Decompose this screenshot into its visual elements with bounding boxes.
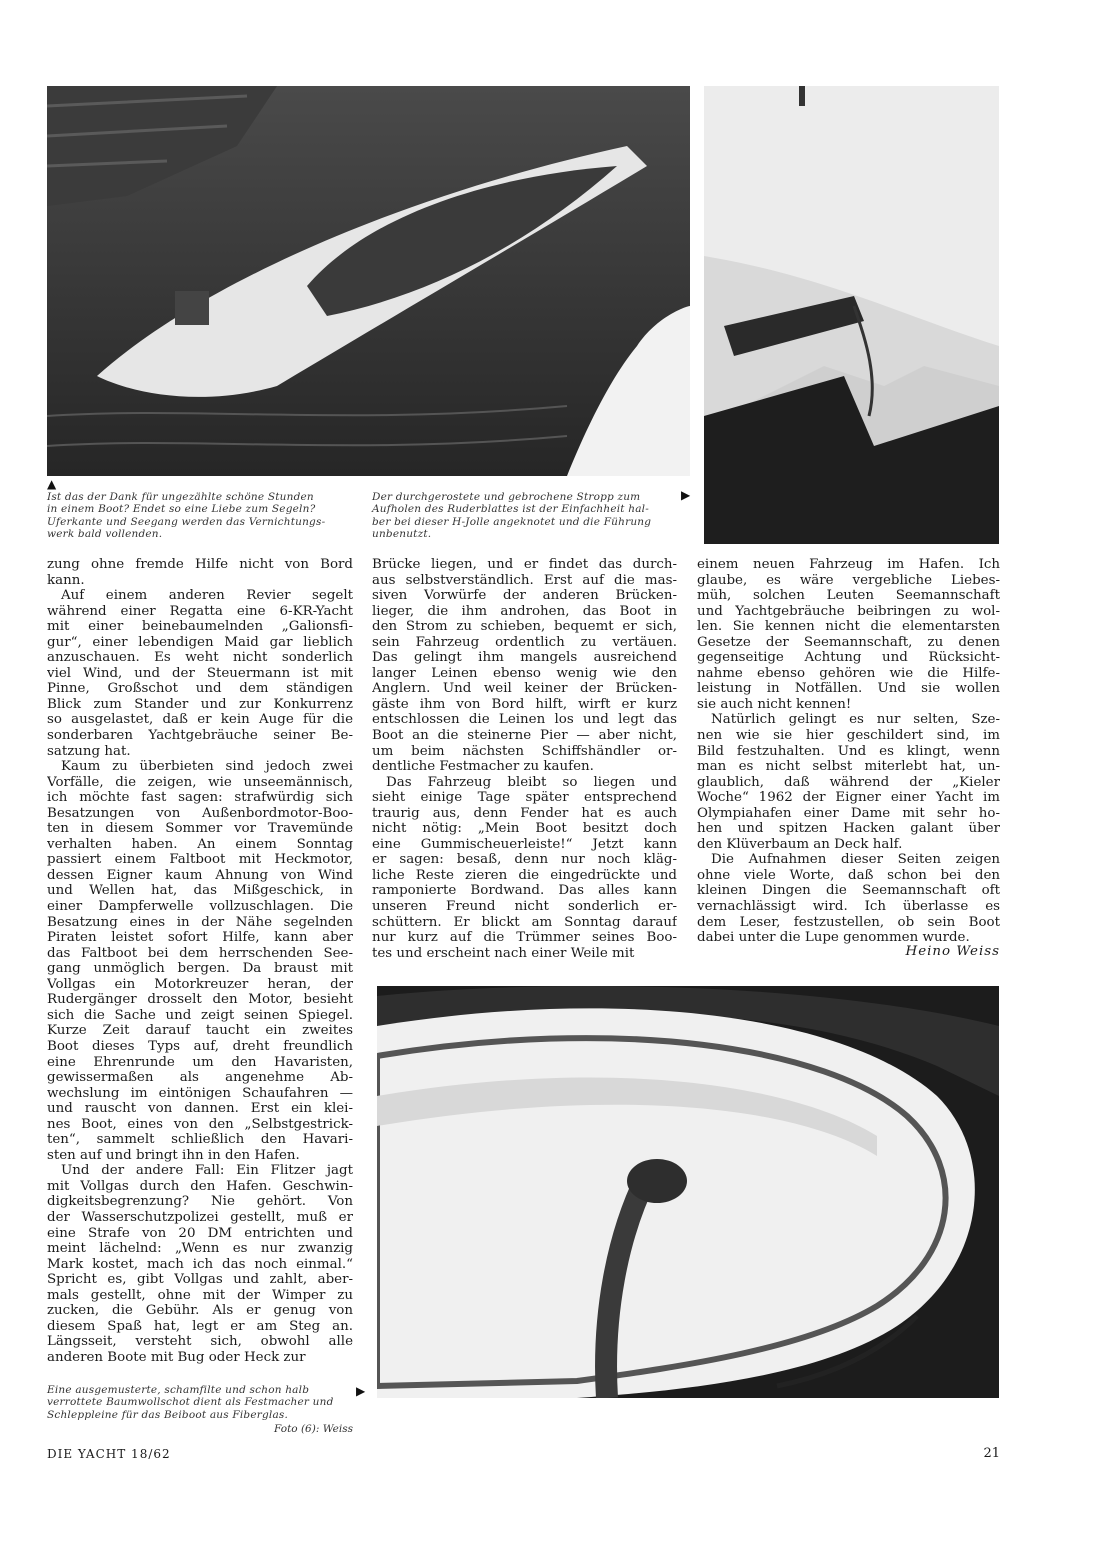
text-line: sonderbaren Yachtgebräuche seiner Be- (47, 728, 353, 744)
text-line: siven Vorwürfe der anderen Brücken- (372, 588, 677, 604)
text-line: Rudergänger drosselt den Motor, besieht (47, 992, 353, 1008)
text-line: Besatzung eines in der Nähe segelnden (47, 914, 353, 930)
text-line: Vorfälle, die zeigen, wie unseemännisch, (47, 774, 353, 790)
caption-line: verrottete Baumwollschot dient als Festmacher und (47, 1396, 334, 1409)
text-line: Besatzungen von Außenbordmotor-Boo- (47, 805, 353, 821)
text-line: dessen Eigner kaum Ahnung von Wind (47, 867, 353, 883)
text-line: langer Leinen ebenso wenig wie den (372, 665, 677, 681)
text-line: kleinen Dingen die Seemannschaft oft (697, 883, 1000, 899)
text-line: Spricht es, gibt Vollgas und zahlt, aber- (47, 1272, 353, 1288)
photo-rudder-strop (704, 86, 999, 544)
caption-line: Eine ausgemusterte, schamfilte und schon halb (47, 1384, 310, 1396)
text-line: traurig aus, denn Fender hat es auch (372, 805, 677, 821)
text-line: lieger, die ihm androhen, das Boot in (372, 603, 677, 619)
text-line: ramponierte Bordwand. Das alles kann (372, 883, 677, 899)
caption-arrow-up-icon: ▲ (47, 477, 57, 491)
text-line: Natürlich gelingt es nur selten, Sze- (711, 712, 1000, 728)
caption-line: ber bei dieser H-Jolle angeknotet und die Führung (372, 515, 652, 528)
text-line: Die Aufnahmen dieser Seiten zeigen (711, 852, 1000, 868)
text-line: mit einer beinebaumelnden „Galionsfi- (47, 619, 353, 635)
text-line: Gesetze der Seemannschaft, zu denen (697, 634, 1000, 650)
article-column-1 (47, 557, 353, 1365)
text-line: gewissermaßen als angenehme Ab- (47, 1070, 353, 1086)
text-line: nes Boot, eines von den „Selbstgestrick- (47, 1116, 353, 1132)
text-line: Auf einem anderen Revier segelt (61, 588, 353, 604)
magazine-issue: DIE YACHT 18/62 (47, 1447, 171, 1461)
text-line: zung ohne fremde Hilfe nicht von Bord (47, 557, 353, 572)
text-line: Kaum zu überbieten sind jedoch zwei (61, 759, 353, 775)
text-line: mals gestellt, ohne mit der Wimper zu (47, 1287, 353, 1303)
text-line: kann. (47, 572, 85, 588)
text-line: zucken, die Gebühr. Als er genug von (47, 1303, 353, 1319)
text-line: so ausgelastet, daß er kein Auge für die (47, 712, 353, 728)
text-line: gang unmöglich bergen. Da braust mit (47, 961, 353, 977)
text-line: sieht einige Tage später entsprechend (372, 790, 677, 806)
text-line: Längsseit, versteht sich, obwohl alle (47, 1334, 353, 1350)
text-line: liche Reste zieren die eingedrückte und (372, 867, 677, 883)
caption-line: werk bald vollenden. (47, 528, 163, 541)
text-line: passiert einem Faltboot mit Heckmotor, (47, 852, 353, 868)
caption-line: Ist das der Dank für ungezählte schöne Stunden (47, 491, 314, 503)
caption-arrow-right-icon: ▶ (681, 488, 691, 502)
text-line: hen und spitzen Hacken galant über (697, 821, 1000, 837)
text-line: dabei unter die Lupe genommen wurde. (697, 930, 970, 946)
text-line: nur kurz auf die Trümmer seines Boo- (372, 930, 677, 946)
text-line: meint lächelnd: „Wenn es nur zwanzig (47, 1241, 353, 1257)
text-line: glaublich, daß während der „Kieler (697, 774, 1000, 790)
text-line: er sagen: besaß, denn nur noch kläg- (372, 852, 677, 868)
text-line: aus selbstverständlich. Erst auf die mas- (372, 572, 677, 588)
text-line: Kurze Zeit darauf taucht ein zweites (47, 1023, 353, 1039)
text-line: Und der andere Fall: Ein Flitzer jagt (61, 1163, 353, 1179)
text-line: müh, solchen Leuten Seemannschaft (697, 588, 1000, 604)
text-line: den Klüverbaum an Deck half. (697, 836, 903, 852)
article-column-2 (372, 557, 677, 961)
photo-caption (47, 1384, 353, 1421)
text-line: viel Wind, und der Steuermann ist mit (47, 665, 353, 681)
text-line: vernachlässigt wird. Ich überlasse es (697, 899, 1000, 915)
text-line: Olympiahafen einer Dame mit sehr ho- (697, 805, 1000, 821)
caption-line: unbenutzt. (372, 528, 432, 541)
text-line: und rauscht von dannen. Erst ein klei- (47, 1101, 353, 1117)
text-line: sein Fahrzeug ordentlich zu vertäuen. (372, 634, 677, 650)
photo-fiberglass-tender-rope (377, 986, 999, 1398)
text-line: len. Sie kennen nicht die elementarsten (697, 619, 1000, 635)
text-line: ten in diesem Sommer vor Travemünde (47, 821, 353, 837)
photo-sunken-dinghy (47, 86, 690, 476)
text-line: ich möchte fast sagen: strafwürdig sich (47, 790, 353, 806)
text-line: sten auf und bringt ihn in den Hafen. (47, 1147, 300, 1163)
text-line: nahme ebenso gehören wie die Hilfe- (697, 665, 1000, 681)
text-line: digkeitsbegrenzung? Nie gehört. Von (47, 1194, 353, 1210)
text-line: eine Strafe von 20 DM entrichten und (47, 1225, 353, 1241)
text-line: Mark kostet, mach ich das noch einmal.“ (47, 1256, 353, 1272)
text-line: Anglern. Und weil keiner der Brücken- (372, 681, 677, 697)
text-line: Boot an die steinerne Pier — aber nicht, (372, 728, 677, 744)
photo-credit: Foto (6): Weiss (274, 1423, 353, 1435)
text-line: leistung in Notfällen. Und sie wollen (697, 681, 1000, 697)
caption-line: Der durchgerostete und gebrochene Stropp zum (372, 491, 641, 503)
text-line: den Strom zu schieben, bequemt er sich, (372, 619, 677, 635)
caption-arrow-right-icon: ▶ (356, 1384, 366, 1398)
article-column-3 (697, 557, 1000, 946)
photo-caption (47, 491, 353, 541)
text-line: man es nicht selbst miterlebt hat, un- (697, 759, 1000, 775)
text-line: anderen Boote mit Bug oder Heck zur (47, 1349, 306, 1365)
text-line: glaube, es wäre vergebliche Liebes- (697, 572, 1000, 588)
text-line: ohne viele Worte, daß schon bei den (697, 867, 1000, 883)
text-line: Boot dieses Typs auf, dreht freundlich (47, 1038, 353, 1054)
caption-line: in einem Boot? Endet so eine Liebe zum Segeln? (47, 503, 316, 516)
text-line: Woche“ 1962 der Eigner einer Yacht im (697, 790, 1000, 806)
text-line: mit Vollgas durch den Hafen. Geschwin- (47, 1178, 353, 1194)
text-line: während einer Regatta eine 6-KR-Yacht (47, 603, 353, 619)
page-number: 21 (983, 1446, 1000, 1461)
text-line: Piraten leistet sofort Hilfe, kann aber (47, 930, 353, 946)
text-line: ten“, sammelt schließlich den Havari- (47, 1132, 353, 1148)
text-line: eine Gummischeuerleiste!“ Jetzt kann (372, 836, 677, 852)
text-line: einem neuen Fahrzeug im Hafen. Ich (697, 557, 1000, 572)
text-line: Das gelingt ihm mangels ausreichend (372, 650, 677, 666)
text-line: tes und erscheint nach einer Weile mit (372, 945, 635, 961)
text-line: der Wasserschutzpolizei gestellt, muß er (47, 1209, 353, 1225)
text-line: sich die Sache und zeigt seinen Spiegel. (47, 1007, 353, 1023)
text-line: sie auch nicht kennen! (697, 696, 852, 712)
photo-caption (372, 491, 677, 541)
text-line: schüttern. Er blickt am Sonntag darauf (372, 914, 677, 930)
text-line: anzuschauen. Es weht nicht sonderlich (47, 650, 353, 666)
text-line: gur“, einer lebendigen Maid gar lieblich (47, 634, 353, 650)
text-line: verhalten haben. An einem Sonntag (47, 836, 353, 852)
caption-line: Uferkante und Seegang werden das Vernichtungs- (47, 515, 326, 528)
text-line: Pinne, Großschot und dem ständigen (47, 681, 353, 697)
text-line: das Faltboot bei dem herrschenden See- (47, 945, 353, 961)
text-line: Brücke liegen, und er findet das durch- (372, 557, 677, 572)
text-line: Das Fahrzeug bleibt so liegen und (386, 774, 677, 790)
text-line: und Wellen hat, das Mißgeschick, in (47, 883, 353, 899)
text-line: um beim nächsten Schiffshändler or- (372, 743, 677, 759)
text-line: gäste ihm von Bord hilft, wirft er kurz (372, 696, 677, 712)
text-line: dem Leser, festzustellen, ob sein Boot (697, 914, 1000, 930)
text-line: nen wie sie hier geschildert sind, im (697, 728, 1000, 744)
text-line: entschlossen die Leinen los und legt das (372, 712, 677, 728)
text-line: unseren Freund nicht sonderlich er- (372, 899, 677, 915)
caption-line: Schleppleine für das Beiboot aus Fiberglas. (47, 1408, 289, 1421)
text-line: Blick zum Stander und zur Konkurrenz (47, 696, 353, 712)
text-line: wechslung im eintönigen Schaufahren — (47, 1085, 353, 1101)
caption-line: Aufholen des Ruderblattes ist der Einfachheit hal- (372, 503, 649, 516)
text-line: satzung hat. (47, 743, 131, 759)
text-line: und Yachtgebräuche beibringen zu wol- (697, 603, 1000, 619)
text-line: gegenseitige Achtung und Rücksicht- (697, 650, 1000, 666)
text-line: einer Dampferwelle vollzuschlagen. Die (47, 899, 353, 915)
author-signature: Heino Weiss (905, 944, 1000, 959)
text-line: nicht nötig: „Mein Boot besitzt doch (372, 821, 677, 837)
text-line: Bild festzuhalten. Und es klingt, wenn (697, 743, 1000, 759)
text-line: diesem Spaß hat, legt er am Steg an. (47, 1318, 353, 1334)
text-line: eine Ehrenrunde um den Havaristen, (47, 1054, 353, 1070)
text-line: dentliche Festmacher zu kaufen. (372, 759, 594, 775)
text-line: Vollgas ein Motorkreuzer heran, der (47, 976, 353, 992)
